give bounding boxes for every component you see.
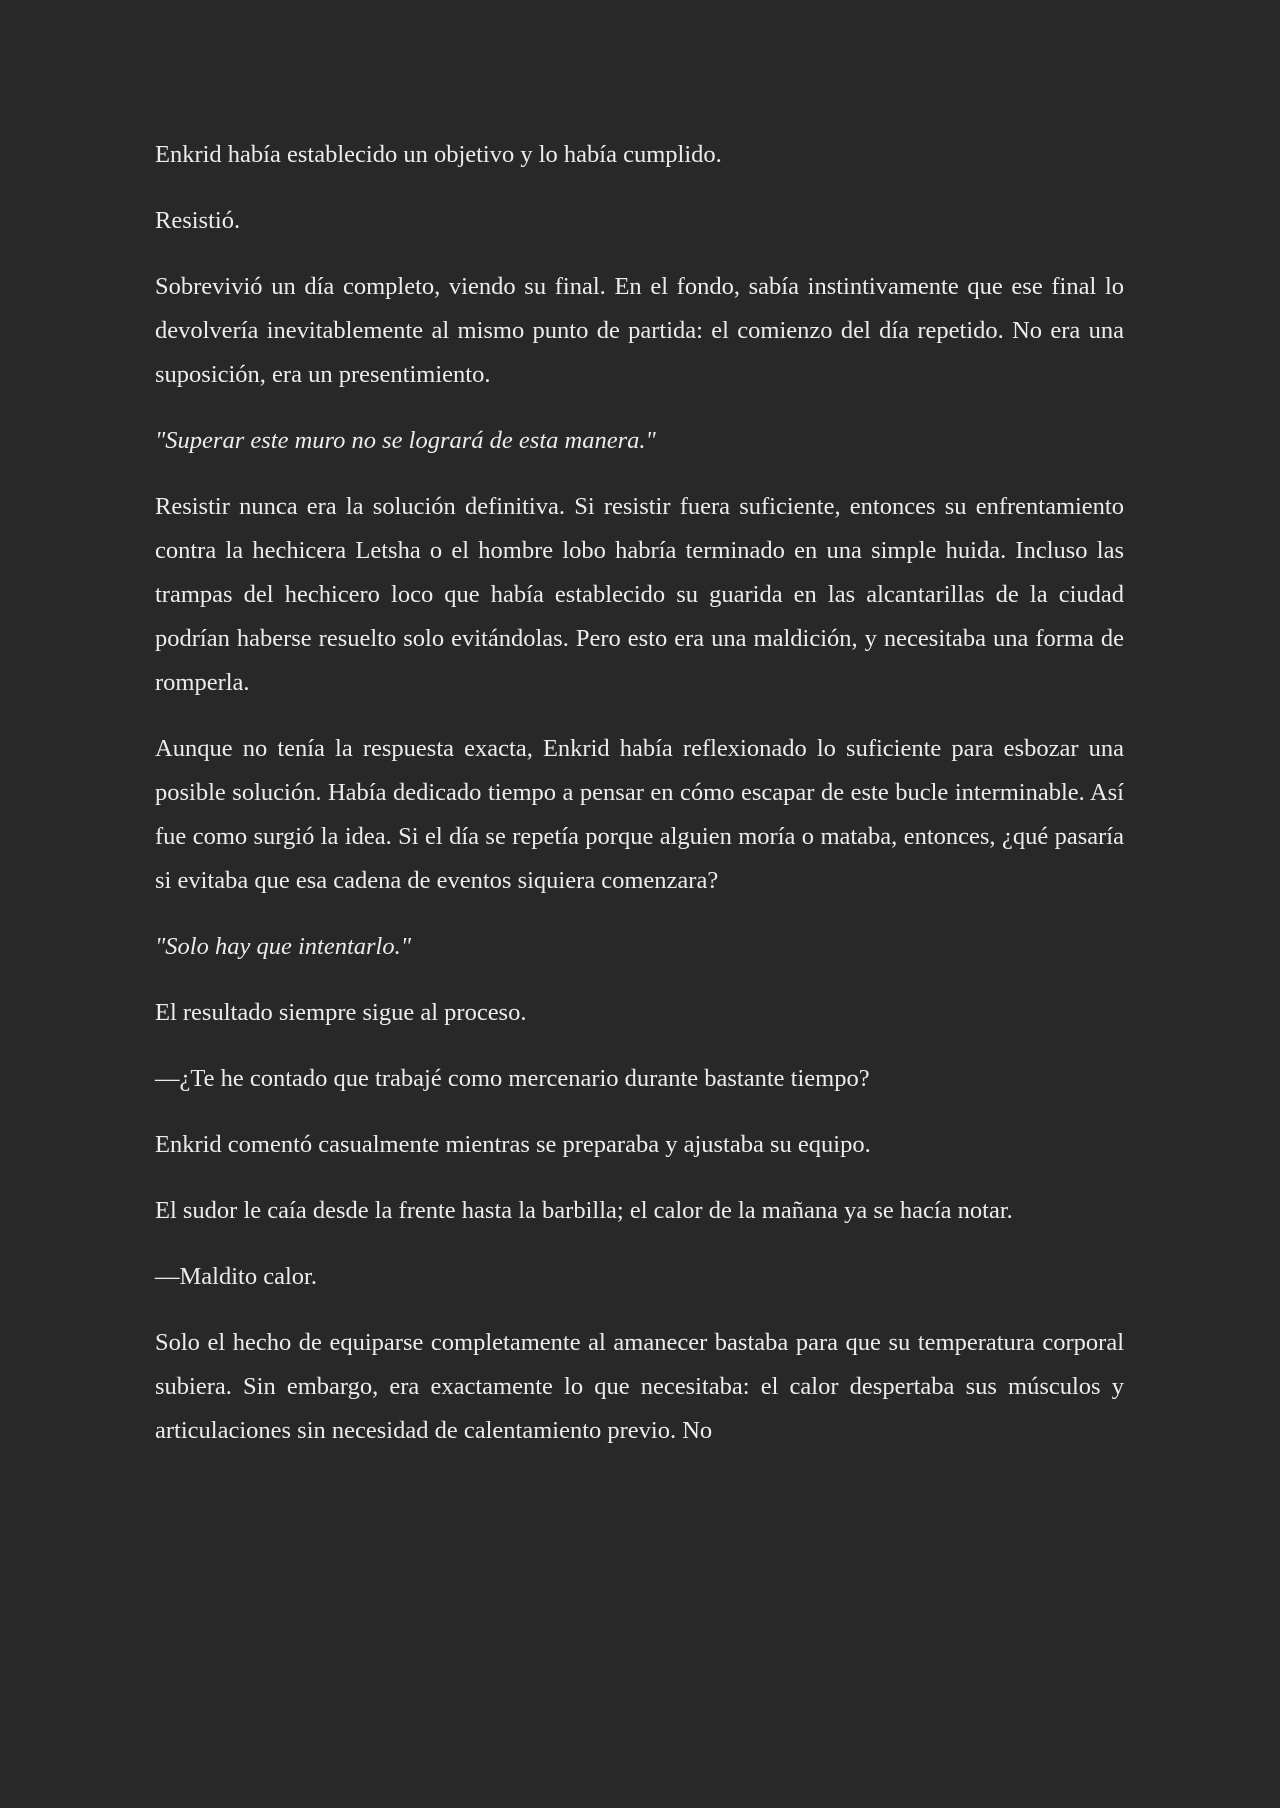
paragraph: Enkrid había establecido un objetivo y lo había cumplido.	[155, 141, 722, 168]
dialogue-paragraph: —Maldito calor.	[155, 1263, 317, 1290]
paragraph: Sobrevivió un día completo, viendo su final. En el fondo, sabía instintivamente que ese final lo devolvería inevitablemente al mismo punto de partida: el comienzo del día repetido. No era una suposición, era un presentimiento.	[155, 273, 1124, 388]
document-body	[155, 133, 1124, 1475]
paragraph: Enkrid comentó casualmente mientras se preparaba y ajustaba su equipo.	[155, 1131, 871, 1158]
paragraph: Solo el hecho de equiparse completamente al amanecer bastaba para que su temperatura corporal subiera. Sin embargo, era exactamente lo que necesitaba: el calor despertaba sus músculos y articulaciones sin necesidad de calentamiento previo. No	[155, 1329, 1124, 1444]
paragraph: El sudor le caía desde la frente hasta la barbilla; el calor de la mañana ya se hacía notar.	[155, 1197, 1013, 1224]
dialogue-paragraph: —¿Te he contado que trabajé como mercenario durante bastante tiempo?	[155, 1065, 870, 1092]
thought-paragraph: "Superar este muro no se logrará de esta manera."	[155, 427, 656, 454]
paragraph: Resistir nunca era la solución definitiva. Si resistir fuera suficiente, entonces su enfrentamiento contra la hechicera Letsha o el hombre lobo habría terminado en una simple huida. Incluso las trampas del hechicero loco que había establecido su guarida en las alcantarillas de la ciudad podrían haberse resuelto solo evitándolas. Pero esto era una maldición, y necesitaba una forma de romperla.	[155, 493, 1124, 696]
paragraph: El resultado siempre sigue al proceso.	[155, 999, 527, 1026]
paragraph: Aunque no tenía la respuesta exacta, Enkrid había reflexionado lo suficiente para esbozar una posible solución. Había dedicado tiempo a pensar en cómo escapar de este bucle interminable. Así fue como surgió la idea. Si el día se repetía porque alguien moría o mataba, entonces, ¿qué pasaría si evitaba que esa cadena de eventos siquiera comenzara?	[155, 735, 1124, 894]
thought-paragraph: "Solo hay que intentarlo."	[155, 933, 412, 960]
paragraph: Resistió.	[155, 207, 241, 234]
